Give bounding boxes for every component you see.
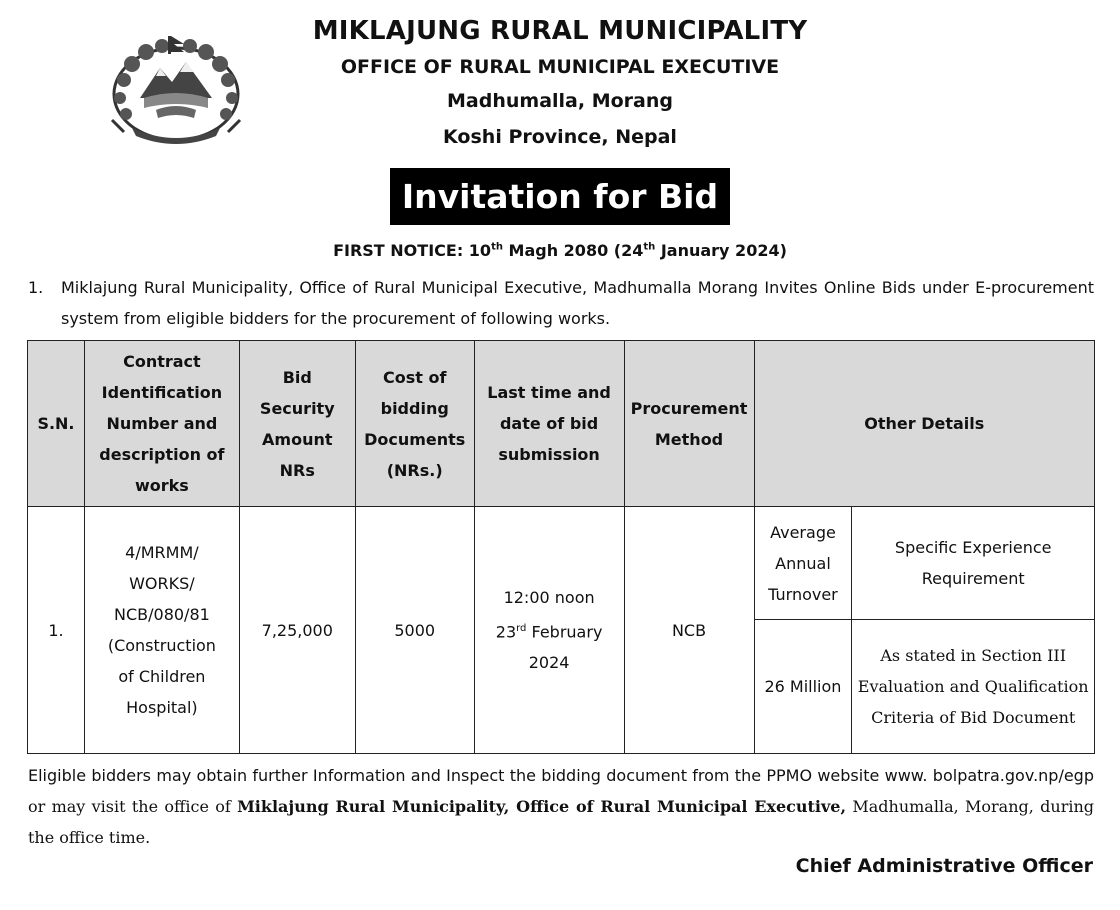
- date-month: February: [526, 622, 603, 642]
- table-row: [28, 507, 1095, 620]
- office-location: Madhumalla, Morang: [447, 90, 673, 112]
- footer-part-2: or may visit the office of: [28, 797, 238, 816]
- cell-experience-label: Specific Experience Requirement: [852, 507, 1095, 620]
- notice-title: Invitation for Bid: [390, 168, 730, 225]
- intro-paragraph: [28, 272, 1094, 334]
- municipality-name: MIKLAJUNG RURAL MUNICIPALITY: [312, 16, 808, 46]
- contract-line: Hospital): [126, 698, 198, 717]
- cell-cost: 5000: [355, 507, 474, 754]
- submission-year: 2024: [528, 653, 570, 673]
- contract-line: 4/MRMM/: [125, 543, 199, 562]
- contract-line: (Construction: [107, 636, 216, 655]
- submission-date: [479, 613, 620, 647]
- intro-number: 1.: [28, 278, 44, 297]
- notice-sup-1: th: [491, 241, 503, 253]
- signature: Chief Administrative Officer: [795, 855, 1093, 877]
- emblem-icon: [104, 32, 248, 152]
- notice-label: FIRST NOTICE: 10: [333, 241, 492, 260]
- header-security: Bid Security Amount NRs: [239, 341, 355, 507]
- table-header-row: [28, 341, 1095, 507]
- notice-sup-2: th: [643, 241, 656, 253]
- footer-part-1: Eligible bidders may obtain further Information and Inspect the bidding document from the PPMO website www. bolpatra.gov.np/egp: [28, 766, 1094, 785]
- cell-turnover-label: Average Annual Turnover: [754, 507, 852, 620]
- header-contract: Contract Identification Number and description of works: [84, 341, 239, 507]
- intro-text: Miklajung Rural Municipality, Office of Rural Municipal Executive, Madhumalla Morang Invites Online Bids under E-procurement system from eligible bidders for the procurement of following works.: [61, 278, 1094, 328]
- footer-paragraph: [28, 760, 1094, 853]
- cell-contract: [84, 507, 239, 754]
- notice-mid: Magh 2080 (24: [502, 241, 644, 260]
- cell-turnover-value: 26 Million: [754, 620, 852, 754]
- header-last-date: Last time and date of bid submission: [474, 341, 624, 507]
- date-sup: rd: [516, 622, 527, 634]
- notice-end: January 2024): [655, 241, 787, 260]
- cell-experience-value: As stated in Section III Evaluation and Qualification Criteria of Bid Document: [852, 620, 1095, 754]
- contract-line: NCB/080/81: [114, 605, 210, 624]
- header-sn: S.N.: [28, 341, 85, 507]
- contract-line: WORKS/: [129, 574, 195, 593]
- first-notice: [260, 241, 860, 260]
- footer-part-4: Madhumalla, Morang, during the office time.: [28, 797, 1095, 847]
- submission-time: 12:00 noon: [503, 587, 595, 607]
- bid-table: [27, 340, 1095, 754]
- office-name: OFFICE OF RURAL MUNICIPAL EXECUTIVE: [340, 56, 780, 78]
- header-method: Procurement Method: [624, 341, 754, 507]
- cell-method: NCB: [624, 507, 754, 754]
- header-cost: Cost of bidding Documents (NRs.): [355, 341, 474, 507]
- office-province: Koshi Province, Nepal: [443, 126, 677, 148]
- cell-last-date: [474, 507, 624, 754]
- header-other: Other Details: [754, 341, 1095, 507]
- contract-line: of Children: [118, 667, 206, 686]
- nepal-emblem: [104, 32, 248, 152]
- cell-security: 7,25,000: [239, 507, 355, 754]
- footer-part-3: Miklajung Rural Municipality, Office of Rural Municipal Executive,: [237, 797, 847, 816]
- cell-sn: 1.: [28, 507, 85, 754]
- date-day: 23: [495, 622, 517, 642]
